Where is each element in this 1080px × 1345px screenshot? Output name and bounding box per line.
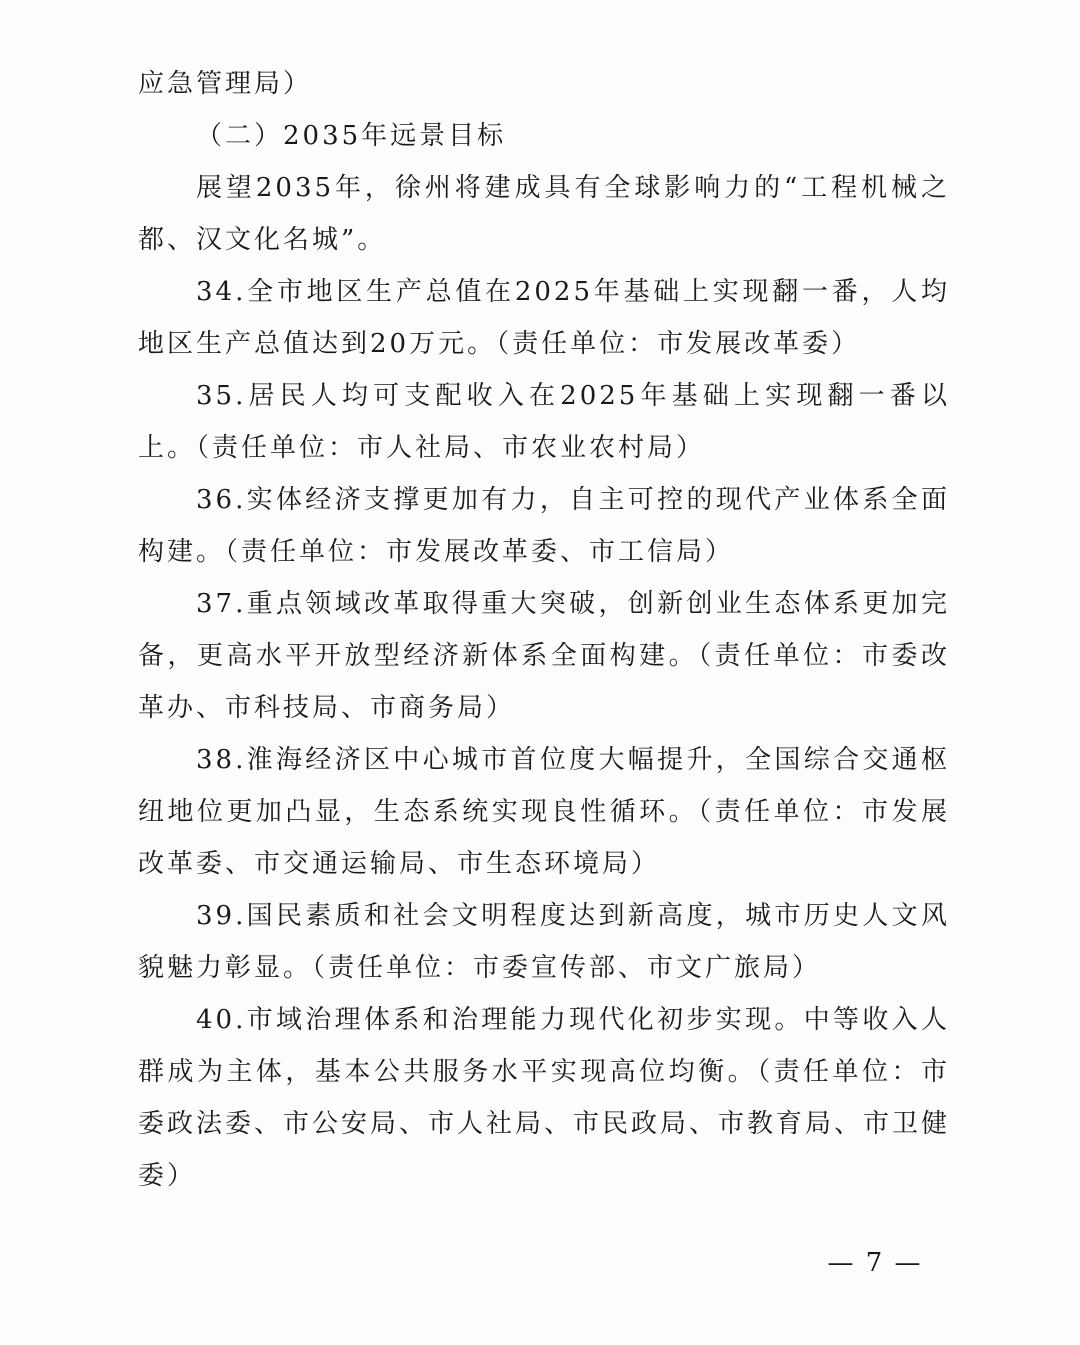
item-35: 35.居民人均可支配收入在2025年基础上实现翻一番以上。（责任单位：市人社局、市农业农村局） — [138, 381, 950, 463]
item-40: 40.市域治理体系和治理能力现代化初步实现。中等收入人群成为主体，基本公共服务水平实现高位均衡。（责任单位：市委政法委、市公安局、市人社局、市民政局、市教育局、市卫健委） — [138, 1005, 951, 1191]
intro-paragraph: 展望2035年，徐州将建成具有全球影响力的“工程机械之都、汉文化名城”。 — [138, 173, 950, 255]
continuation-line: 应急管理局） — [138, 69, 313, 99]
item-38: 38.淮海经济区中心城市首位度大幅提升，全国综合交通枢纽地位更加凸显，生态系统实现良性循环。（责任单位：市发展改革委、市交通运输局、市生态环境局） — [138, 745, 950, 879]
item-36: 36.实体经济支撑更加有力，自主可控的现代产业体系全面构建。（责任单位：市发展改革委、市工信局） — [138, 485, 950, 567]
page-number: — 7 — — [827, 1248, 923, 1278]
document-body — [138, 58, 950, 1202]
section-heading: （二）2035年远景目标 — [196, 121, 507, 151]
item-34: 34.全市地区生产总值在2025年基础上实现翻一番，人均地区生产总值达到20万元。（责任单位：市发展改革委） — [138, 277, 950, 359]
item-37: 37.重点领域改革取得重大突破，创新创业生态体系更加完备，更高水平开放型经济新体系全面构建。（责任单位：市委改革办、市科技局、市商务局） — [138, 589, 950, 723]
item-39: 39.国民素质和社会文明程度达到新高度，城市历史人文风貌魅力彰显。（责任单位：市委宣传部、市文广旅局） — [138, 901, 950, 983]
